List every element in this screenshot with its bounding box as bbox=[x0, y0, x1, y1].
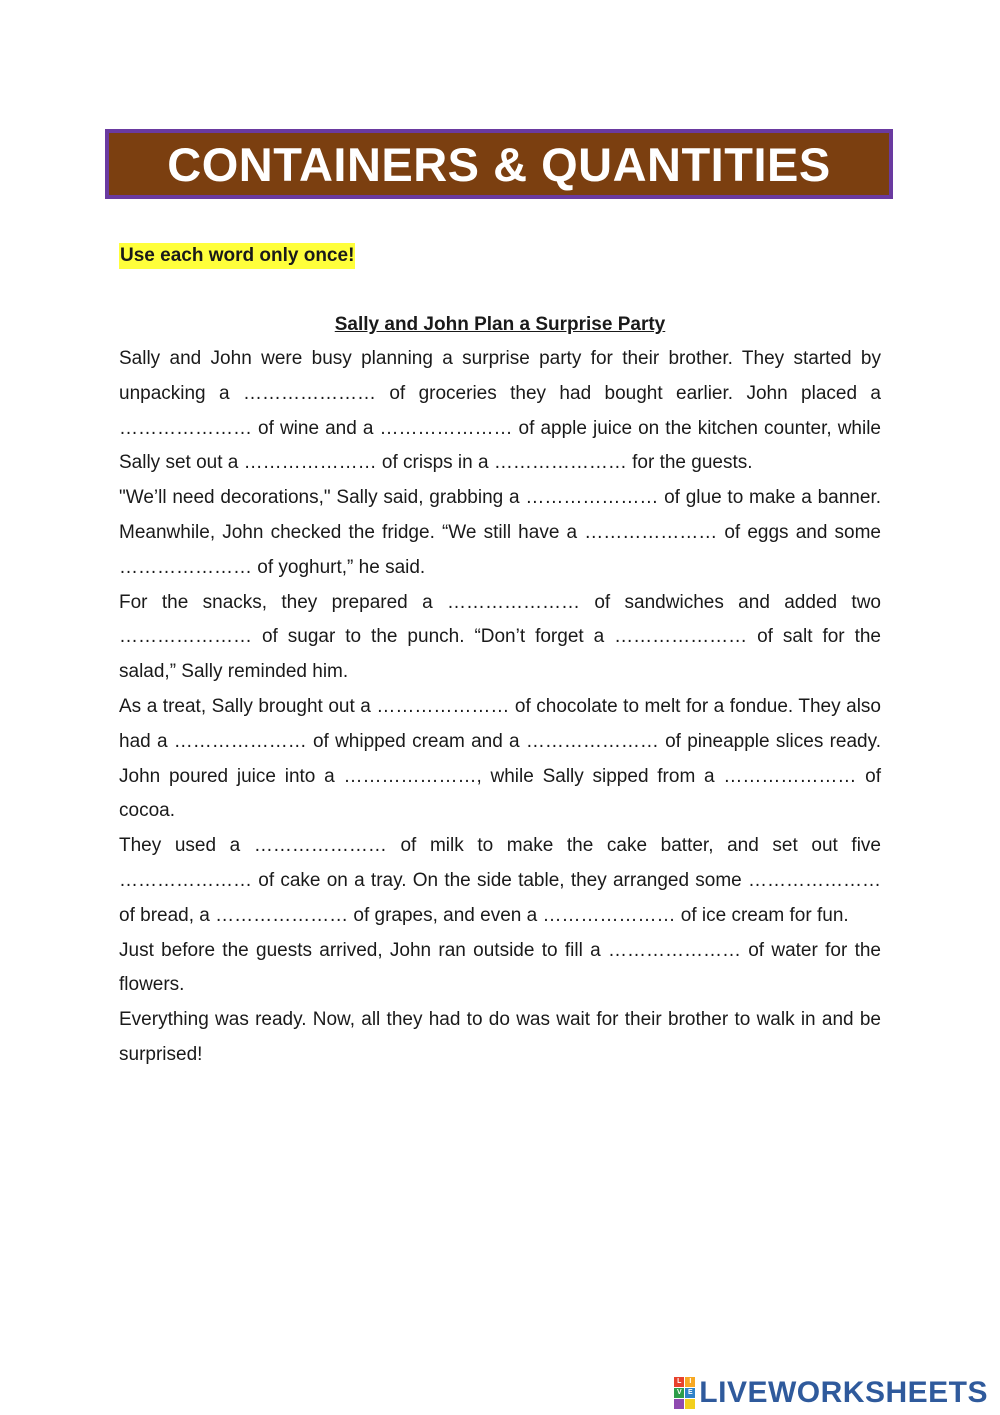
story-paragraph: Everything was ready. Now, all they had to do was wait for their brother to walk in and be surprised! bbox=[119, 1009, 881, 1065]
logo-mark-tile bbox=[685, 1399, 695, 1409]
instruction-highlight: Use each word only once! bbox=[119, 243, 355, 269]
story-title: Sally and John Plan a Surprise Party bbox=[334, 314, 666, 335]
story-paragraph: As a treat, Sally brought out a ………………… of chocolate to melt for a fondue. They also had a ………………… of whipped cream and a ………………… of pineapple slices ready. John poured juice into a …………………, while Sally sipped from a ………………… of cocoa. bbox=[119, 695, 881, 822]
logo-mark-icon bbox=[674, 1377, 695, 1409]
story-paragraph: "We’ll need decorations," Sally said, grabbing a ………………… of glue to make a banner. Meanwhile, John checked the fridge. “We still have a ………………… of eggs and some ………………… of yoghurt,” he said. bbox=[119, 487, 881, 578]
logo-mark-tile: E bbox=[685, 1388, 695, 1398]
story-paragraph: They used a ………………… of milk to make the cake batter, and set out five ………………… of cake on a tray. On the side table, they arranged some ………………… of bread, a ………………… of grapes, and even a ………………… of ice cream for fun. bbox=[119, 835, 881, 926]
page-title: CONTAINERS & QUANTITIES bbox=[167, 137, 831, 191]
logo-mark-tile: L bbox=[674, 1377, 684, 1387]
story-body bbox=[119, 342, 881, 1073]
logo-mark-tile: V bbox=[674, 1388, 684, 1398]
logo-text: LIVEWORKSHEETS bbox=[699, 1376, 988, 1409]
liveworksheets-logo bbox=[674, 1377, 988, 1409]
logo-mark-tile bbox=[674, 1399, 684, 1409]
story-paragraph: For the snacks, they prepared a ………………… of sandwiches and added two ………………… of sugar to the punch. “Don’t forget a ………………… of salt for the salad,” Sally reminded him. bbox=[119, 591, 881, 683]
story-paragraph: Just before the guests arrived, John ran outside to fill a ………………… of water for the flowers. bbox=[119, 939, 881, 996]
story-paragraph: Sally and John were busy planning a surprise party for their brother. They started by unpacking a ………………… of groceries they had bought earlier. John placed a ………………… of wine and a ………………… of apple juice on the kitchen counter, while Sally set out a ………………… of crisps in a ………………… for the guests. bbox=[119, 348, 881, 474]
logo-mark-tile: I bbox=[685, 1377, 695, 1387]
title-banner bbox=[105, 129, 893, 199]
